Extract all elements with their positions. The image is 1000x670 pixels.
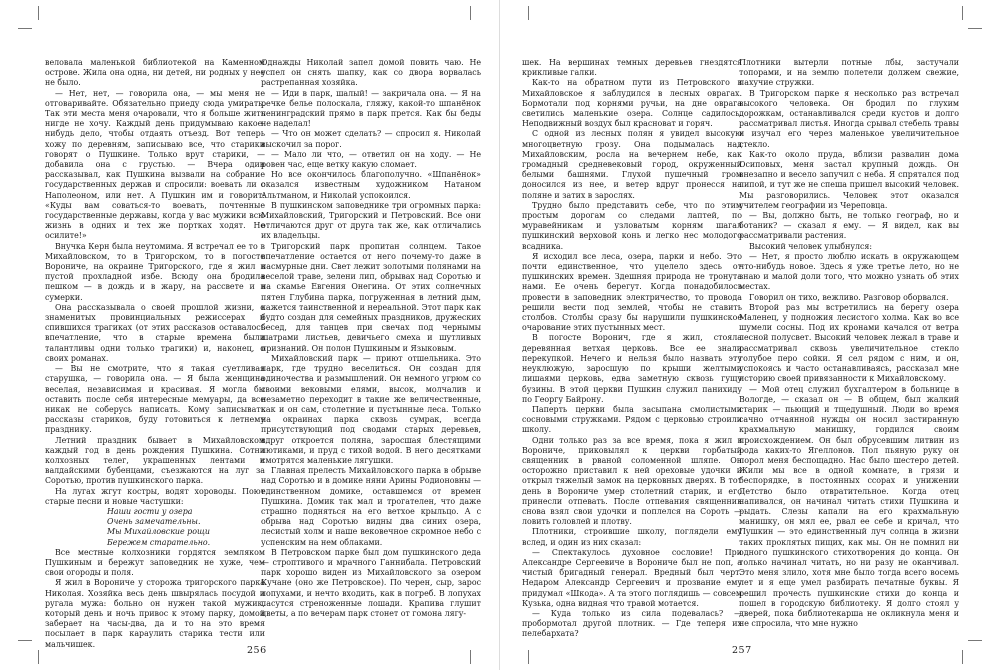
paragraph: В Петровском парке был дом пушкинского деда — строптивого и мрачного Ганнибала. Петровский парк хорошо виден из Михайловского за озером Кучане (оно же Петровское). По черен, сыр, зарос лопухами, и нечто входить, как в погреб. В лопухах пасутся стреноженные лошади. Крапива глушит цветы, а по вечерам парк стонет от гомона лягу- [261,547,481,618]
paragraph: Но все окончилось благополучно. «Шпанёнок» оказался известным художником Натаном Альтманом, и Николай успокоился. [261,170,481,200]
left-page-column-1 [45,58,265,649]
paragraph: В пушкинском заповеднике три огромных парка: Михайловский, Тригорский и Петровский. Все они отличаются друг от друга так же, как отличались их владельцы. [261,200,481,241]
paragraph: — Нет, нет, — говорила она, — мы меня не отговаривайте. Обязательно приеду сюда умирать. Так эти места меня очаровали, что я больше жить нигде не хочу. Каждый день придумываю какое-нибудь дело, чтобы отдаять отъезд. Вот теперь хожу по деревням, записываю все, что старики говорят о Пушкине. Только врут старики, — добавила она с грустью. — Вчера один рассказывал, как Пушкина вызвали на собрание государственных держав и спросили: воевать ли с Наполеоном, или нет. А Пушкин им и говорит: «Куды вам соваться-то воевать, почтенные государственные державы, когда у вас мужики всю жизнь в одних и тех же портках ходят. Не осилите!» [45,88,265,241]
right-page-column-2 [739,58,959,642]
crop-mark [528,6,529,20]
paragraph: — Иди в парк, шалый! — закричала она. — Я на речке белье полоскала, гляжу, какой-то шпанёнок ленинградский прямо в парк прется. Как бы беды не наделал! [261,88,481,129]
verse-line: Очень замечательны. [107,517,201,527]
paragraph: Она рассказывала о своей прошлой жизни, о знаменитых провинциальных режиссерах и спившихся трагиках (от этих рассказов оставалось впечатление, что в старые времена были талантливы одни только трагики) и, наконец, о своих романах. [45,302,265,363]
paragraph: Высокий человек улыбнулся: [749,241,873,251]
crop-mark [18,28,32,29]
paragraph: Летний праздник бывает в Михайловском каждый год в день рождения Пушкина. Сотни колхозных телег, украшенных лентами и валдайскими бубенцами, съезжаются на луг за Соротью, против пушкинского парка. [45,435,265,486]
paragraph: С одной из лесных полян я увидел высокую многоцветную грозу. Она подымалась над Михайловским, росла на вечернем небе, как громадный средневековый город, окруженный белыми башнями. Глухой пушечный гром доносился из нее, и ветер вдруг пронесся на поляне и затих в зарослях. [522,129,742,200]
paragraph: Все местные колхозники гордятся земляком Пушкиным и бережут заповедник не хуже, чем свои огороды и поля. [45,547,265,578]
paragraph: — Нет, я просто люблю искать в окружающем что-нибудь новое. Здесь я уже третье лето, но не знаю и малой доли того, что можно узнать об этих местах. [739,251,959,292]
paragraph: Трудно было представить себе, что по этим простым дорогам со следами лаптей, по муравейникам и узловатым корням шагал пушкинский верховой конь и легко нес молодого всадника. [522,200,742,251]
paragraph: — Мой отец служил бухгалтером в больнице в Вологде, — сказал он — В общем, был жалкий старик — пьющий и тщедушный. Люди во время сачно отчаянной нужды он носил застиранную крахмальную манишку, гордился своим происхождением. Он был обрусевшим литвин из рода каких-то Ягеллонов. Пол пьяную руку он порол меня беспощадно. Нас было шестеро детей. Жили мы все в одной комнате, в грязи и беспорядке, в постоянных ссорах и унижении Детство было отвратительное. Когда отец напивался, он начинал читать стихи Пушкина и рыдать. Слезы капали на его крахмальную манишку, он мял ее, рвал ее себе и кричал, что Пушкин — это единственный луч солнца в жизни таких проклятых пищих, как мы. Он не помнил ни одного пушкинского стихотворения до конца. Он только начинал читать, но ни разу не оканчивал. Это меня злило, хотя мне было тогда всего восемь лет и я еще умел разбирать печатные буквы. Я решил прочесть пушкинские стихи до конца и пошел в городскую библиотеку. Я долго стоял у дверей, пока библиотекарша не окликнула меня и не спросила, что мне нужно [739,384,959,629]
paragraph: — Куда только из сила подевалась? — пробормотал другой плотник. — Где теперя их пелебархата? [522,608,742,639]
left-page-column-2 [261,58,481,642]
verse-line: Наши гости у озера [107,506,193,516]
paragraph: — Вы, должно быть, не только географ, но и ботаник? — сказал я ему. — Я видел, как вы рассматривали растения. [739,211,959,241]
paragraph: Плотники вытерли потные лбы, застучали топорами, и на землю полетели должем свежие, пахучие стружки. [739,58,959,88]
paragraph: Я исходил все леса, озера, парки и небо. Это почти единственное, что уцелело здесь от пушкинских времен. Здешняя природа не тронута нами. Ее очень берегут. Когда понадобилось провести в заповедник электричество, то провода решили вести под землей, чтобы не ставить столбов. Столбы сразу бы нарушили пушкинское очарование этих пустынных мест. [522,251,742,333]
crop-mark [962,6,963,20]
paragraph: — Мало ли что, — ответил он на ходу. — Не ровен час, еще ветку какую сломает. [261,149,481,170]
paragraph: Тригорский парк пропитан солнцем. Такое впечатление остается от него почему-то даже в пасмурные дни. Свет лежит золотыми полянами на веселой траве, зелени лип, обрывах над Соротью и на скамье Евгения Онегина. От этих солнечных пятен Глубина парка, погруженная в летний дым, кажется таинственной и нереальной. Этот парк как будто создан для семейных праздников, дружеских бесед, для танцев при свечах под чернымы шатрами листьев, девичьего смеха и шутливых признаний. Он полон Пушкиным и Языковым. [261,241,481,353]
crop-mark [528,650,529,664]
paragraph: На лугах жгут костры, водят хороводы. Поют старые песни и новые частушки: [45,486,265,506]
paragraph: Второй раз мы встретились на берегу озера Маленец, у подножия лесистого холма. Как во все шумели сосны. Под их кронами качался от ветра лесной полусвет. Высокий человек лежал в траве и рассматривал сквозь увеличительное стекло голубое перо сойки. Я сел рядом с ним, и он, успокоясь и часто останавливаясь, рассказал мне историю своей привязанности к Михайловскому. [739,302,959,384]
paragraph: Одни только раз за все время, пока я жил в Ворониче, приковылял к церкви горбатый священник в рваной соломенной шляпе. Он осторожно приставил к ней ореховые удочки и открыл тяжелый замок на церковных дверях. В тот день в Ворониче умер столетний старик, и его принесли отпевать. После отпевания священник снова взял свои удочки и поплелся на Сороть — ловить головлей и плотву. [522,435,742,527]
verse-line: Бережем старательно. [107,537,211,547]
paragraph: Паперть церкви была засыпана смолистыми сосновыми стружками. Рядом с церковью строили школу. [522,404,742,435]
left-page-number: 256 [247,645,267,656]
paragraph: Михайловский парк — приют отшельника. Это парк, где трудно веселиться. Он создан для одиночества и размышлений. Он немного угрюм со своими вековыми елями, высок, молчалив и незаметно переходит в такие же величественные, как и он сам, столетние и пустынные леса. Только на окраинах парка сквозь сумрак, всегда присутствующий под сводами старых деревьев, вдруг откроется поляна, заросшая блестящими лютиками, и пруд с тихой водой. В него десятками смотрятся маленькие лягушки. [261,353,481,465]
crop-mark [470,650,471,664]
paragraph: Внучка Керн была неутомима. Я встречал ее то в Михайловском, то в Тригорском, то в погосте Ворониче, на окраине Тригорского, где я жил в пустой прохладной избе. Всюду она бродила пешком — в дождь и в жару, на рассвете и в сумерки. [45,241,265,302]
paragraph: шек. На вершинах темных деревьев гнездятся крикливые галки. [522,58,742,78]
crop-mark [18,640,32,641]
paragraph: — Что он может сделать? — спросил я. Николай выскочил за порог. [261,129,481,149]
crop-mark [962,650,963,664]
verse-line: Мы Михайловские рощи [107,527,210,537]
paragraph: Однажды Николай запел домой повить чаю. Не успел он снять шапку, как со двора ворвалась растрепанная хозяйка. [261,58,481,88]
paragraph: В Тригорском парке я несколько раз встречал высокого человека. Он бродил по глухим дорожкам, останавливался среди кустов и долго рассматривал листья. Иногда срывал стебель травы и изучал его через маленькое увеличительное стекло. [739,88,959,149]
paragraph: веловала маленькой библиотекой на Каменном острове. Жила она одна, ни детей, ни родных у нее не было. [45,58,265,88]
paragraph: Говорил он тихо, вежливо. Разговор оборвался. [749,292,949,302]
paragraph: — Спектакулось духовное сословие! При Александре Сергеевиче в Ворониче был не поп, а чистый бригадный генерал. Вредный был черт. Недаром Александр Сергеевич и прозвание ему придумал «Шкода». А та этого поглядишь — совсем Кузька, одна видная что травой мотается. [522,547,742,608]
crop-mark [968,640,982,641]
right-page-number: 257 [732,645,752,656]
book-gutter [499,0,500,670]
right-page-column-1 [522,58,742,642]
paragraph: Я жил в Ворониче у сторожа тригорского парка Николая. Хозяйка весь день швырялась посудой и ругала мужа: больно он нужен такой мужик, который день и ночь привос к этому парку, домой заберает на часы-два, да и то на это время посылает в парк караулить старика тести или мальчишек. [45,578,265,649]
paragraph: В погосте Воронич, где я жил, стояла деревянная ветхая церковь. Все ее знали перекупкой. Нечего и нельзя было назвать эту неуклюжую, заросшую по крыши желтыми лишаями церковь, едва заметную сквозь гущу бузины. В этой церкви Пушкин служил панихиду по Георгу Байрону. [522,333,742,404]
crop-mark [968,28,982,29]
paragraph: Как-то на обратном пути из Петровского в Михайловское я заблудился в лесных оврагах. Бормотали под корнями ручьи, на дне оврага светились маленькие озера. Солнце садилось. Неподвижный воздух был красноват и горяч. [522,78,742,129]
crop-mark [38,6,39,20]
paragraph: Плотники, строившие школу, поглядели ему вслед, и один из них сказал: [522,527,742,547]
paragraph: Как-то около пруда, вблизи развалин дома Осиповых, меня застал крупный дождь. Он внезапно и весело запучил с неба. Я спрятался под липой, и тут же не спеша пришел высокий человек. Мы разговорились. Человек этот оказался учителем географии из Череповца. [739,149,959,210]
crop-mark [38,650,39,664]
paragraph: Главная прелесть Михайловского парка в обрыве над Соротью и в домике няни Арины Родионовны — единственном домике, оставшемся от времен Пушкина. Домик так мал и трогателен, что даже страшно подняться на его ветхое крыльцо. А с обрыва над Соротью видны два синих озера, лесистый холм и наше вековечное скромное небо с успенским на нем облаками. [261,466,481,547]
crop-mark [470,6,471,20]
paragraph: — Вы не смотрите, что я такая суетливая старушка, — говорила она. — Я была женщина веселая, независимая и красивая. Я могла бы оставить после себя интересные мемуары, да все никак не соберусь написать. Кому записывать рассказы стариков, буду готовиться к летнему празднику. [45,364,265,435]
